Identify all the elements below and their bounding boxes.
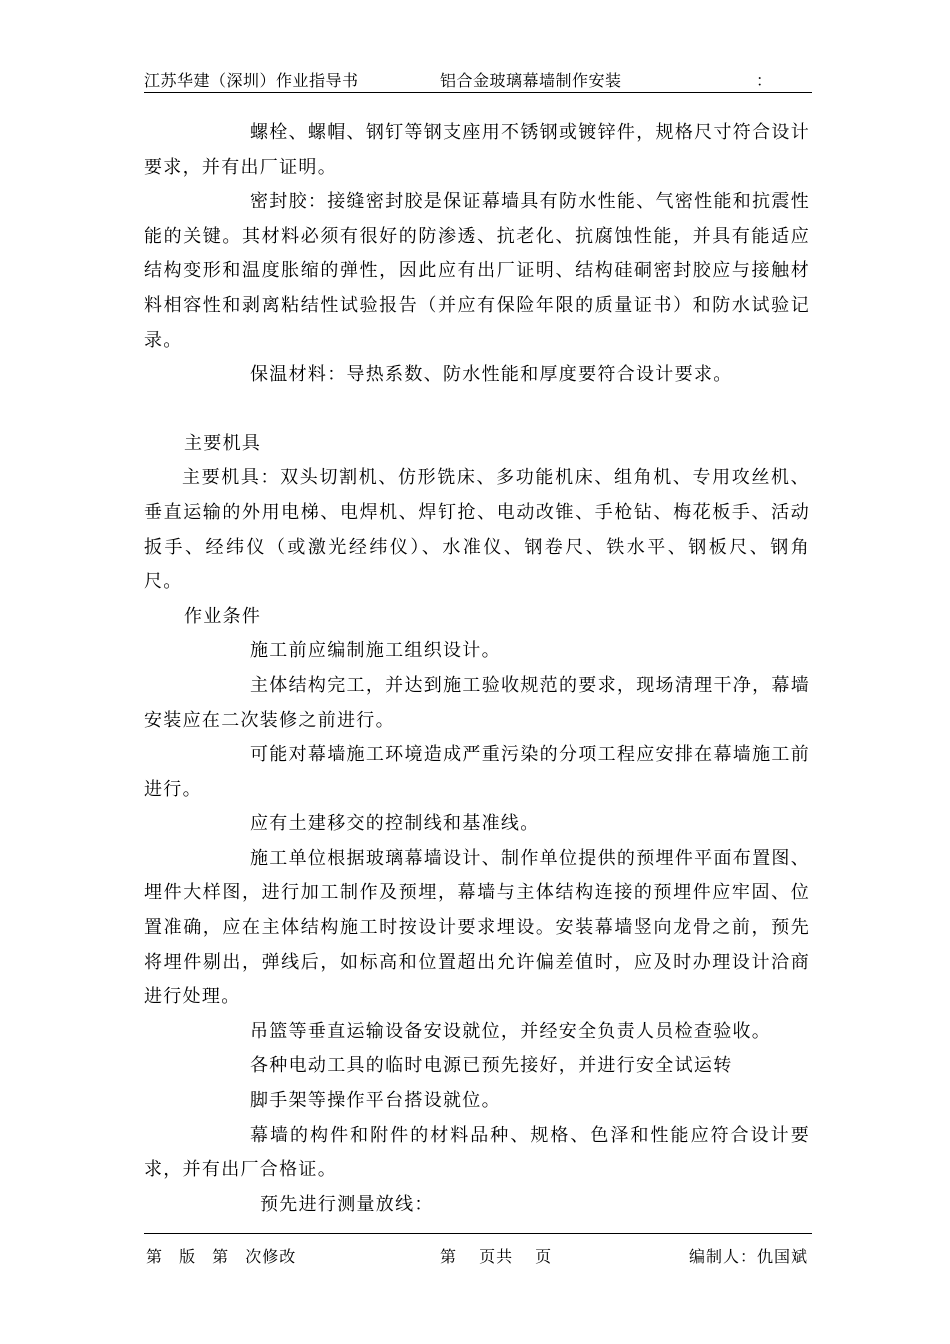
footer-revision: 第 版 第 次修改 [146,1247,297,1266]
paragraph-condition-8: 脚手架等操作平台搭设就位。 [250,1090,501,1112]
paragraph-sealant: 密封胶：接缝密封胶是保证幕墙具有防水性能、气密性能和抗震性能的关键。其材料必须有很好的防渗透、抗老化、抗腐蚀性能，并具有能适应结构变形和温度胀缩的弹性，因此应有出厂证明、结构硅硐密封胶应与接触材料相容性和剥离粘结性试验报告（并应有保险年限的质量证书）和防水试验记录。 [144,191,810,351]
paragraph-condition-6: 吊篮等垂直运输设备安设就位，并经安全负责人员检查验收。 [250,1020,772,1042]
header-document-title: 铝合金玻璃幕墙制作安装 [440,71,622,90]
paragraph-condition-2: 主体结构完工，并达到施工验收规范的要求，现场清理干净，幕墙安装应在二次装修之前进行。 [144,674,810,731]
blank-line [144,393,810,427]
section-heading-conditions: 作业条件 [184,605,262,627]
footer-author: 编制人：仇国斌 [688,1247,808,1266]
paragraph-condition-7: 各种电动工具的临时电源已预先接好，并进行安全试运转 [250,1055,733,1077]
paragraph-condition-3: 可能对幕墙施工环境造成严重污染的分项工程应安排在幕墙施工前进行。 [144,744,810,800]
section-heading-tools: 主要机具 [184,432,262,454]
paragraph-bolts: 螺栓、螺帽、钢钉等钢支座用不锈钢或镀锌件，规格尺寸符合设计要求，并有出厂证明。 [144,122,810,178]
footer-page-number: 第 页共 页 [440,1247,553,1266]
paragraph-condition-9: 幕墙的构件和附件的材料品种、规格、色泽和性能应符合设计要求，并有出厂合格证。 [144,1124,810,1181]
paragraph-condition-1: 施工前应编制施工组织设计。 [250,640,501,662]
page-header [144,66,812,93]
header-colon: ： [756,71,773,90]
header-document-series: 江苏华建（深圳）作业指导书 [144,71,359,90]
paragraph-survey: 预先进行测量放线： [260,1193,434,1215]
paragraph-condition-4: 应有土建移交的控制线和基准线。 [250,813,540,835]
paragraph-condition-5: 施工单位根据玻璃幕墙设计、制作单位提供的预埋件平面布置图、埋件大样图，进行加工制作及预埋，幕墙与主体结构连接的预埋件应牢固、位置准确，应在主体结构施工时按设计要求埋设。安装幕墙竖向龙骨之前，预先将埋件剔出，弹线后，如标高和位置超出允许偏差值时，应及时办理设计洽商进行处理。 [144,847,810,1008]
paragraph-tools: 主要机具：双头切割机、仿形铣床、多功能机床、组角机、专用攻丝机、垂直运输的外用电梯、电焊机、焊钉抢、电动改锥、手枪钻、梅花板手、活动扳手、经纬仪（或激光经纬仪）、水准仪、钢卷尺、铁水平、钢板尺、钢角尺。 [144,467,810,593]
paragraph-insulation: 保温材料：导热系数、防水性能和厚度要符合设计要求。 [250,364,733,386]
page-footer [144,1233,812,1270]
document-body [144,116,810,1222]
